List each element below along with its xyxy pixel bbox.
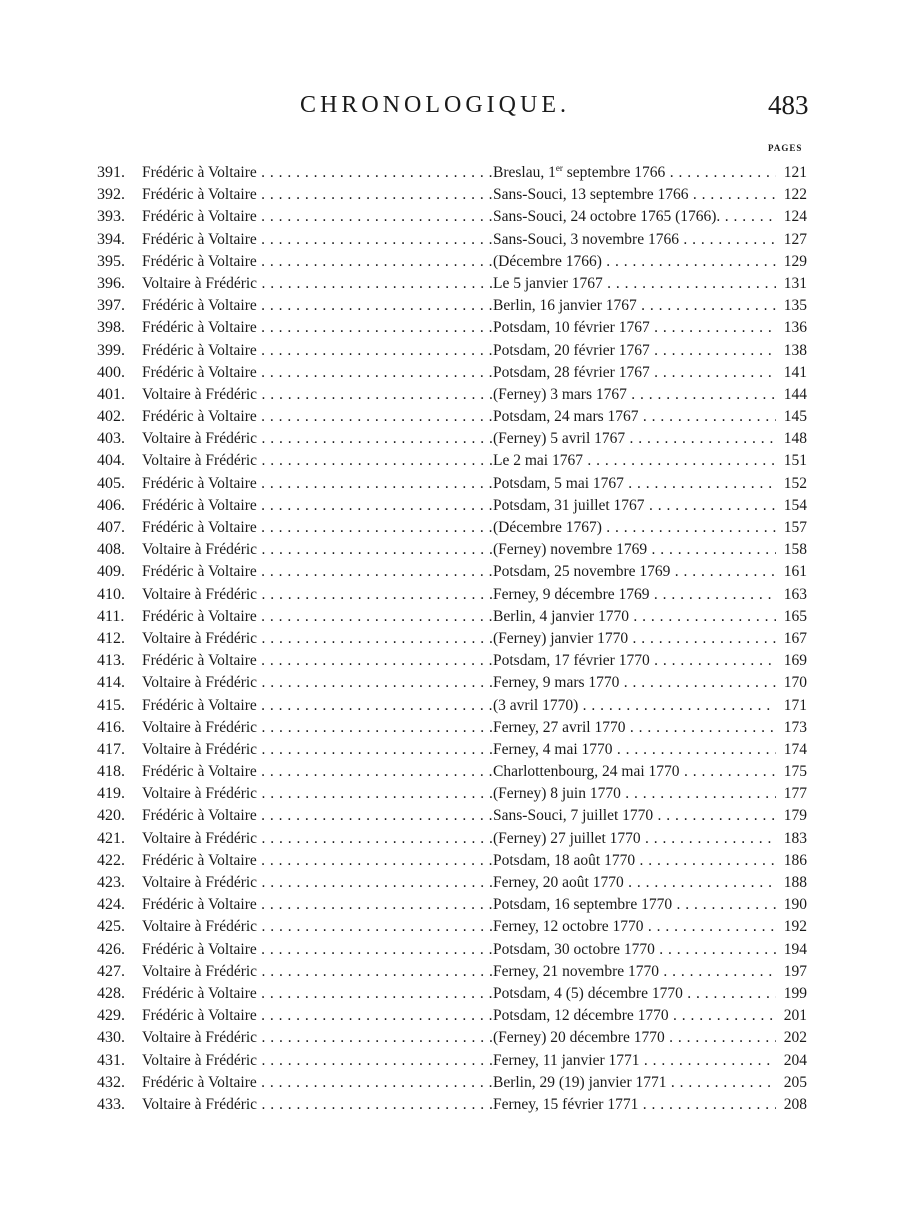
letter-number: 408. xyxy=(97,541,125,559)
place-and-date: Potsdam, 30 octobre 1770 . . . xyxy=(493,939,776,961)
place-and-date: Potsdam, 12 décembre 1770 . . . xyxy=(493,1005,776,1027)
correspondents: Frédéric à Voltaire . . . xyxy=(142,317,492,339)
place-and-date: Berlin, 4 janvier 1770 . . . xyxy=(493,606,776,628)
list-item xyxy=(0,961,900,983)
correspondents: Frédéric à Voltaire . . . xyxy=(142,805,492,827)
letter-index-list xyxy=(0,162,900,1116)
page-reference: 145 xyxy=(783,408,807,426)
letter-number: 424. xyxy=(97,896,125,914)
page-reference: 167 xyxy=(783,629,807,647)
page-reference: 204 xyxy=(783,1051,807,1069)
place-and-date: Potsdam, 25 novembre 1769 . . . xyxy=(493,561,776,583)
list-item xyxy=(0,406,900,428)
correspondents: Frédéric à Voltaire . . . xyxy=(142,340,492,362)
list-item xyxy=(0,916,900,938)
page-reference: 190 xyxy=(783,896,807,914)
correspondents: Voltaire à Frédéric . . . xyxy=(142,1027,492,1049)
place-and-date: Charlottenbourg, 24 mai 1770 . . . xyxy=(493,761,776,783)
page-reference: 202 xyxy=(783,1029,807,1047)
list-item xyxy=(0,229,900,251)
list-item xyxy=(0,539,900,561)
list-item xyxy=(0,584,900,606)
correspondents: Frédéric à Voltaire . . . xyxy=(142,650,492,672)
list-item xyxy=(0,939,900,961)
list-item xyxy=(0,340,900,362)
correspondents: Voltaire à Frédéric . . . xyxy=(142,717,492,739)
letter-number: 406. xyxy=(97,496,125,514)
correspondents: Frédéric à Voltaire . . . xyxy=(142,495,492,517)
page-reference: 163 xyxy=(783,585,807,603)
page-reference: 175 xyxy=(783,763,807,781)
list-item xyxy=(0,1027,900,1049)
place-and-date: Potsdam, 4 (5) décembre 1770 . . . xyxy=(493,983,776,1005)
letter-number: 410. xyxy=(97,585,125,603)
place-and-date: Sans-Souci, 7 juillet 1770 . . . xyxy=(493,805,776,827)
letter-number: 395. xyxy=(97,252,125,270)
page-reference: 138 xyxy=(783,341,807,359)
place-and-date: (Décembre 1767) . . . xyxy=(493,517,776,539)
correspondents: Voltaire à Frédéric . . . xyxy=(142,384,492,406)
correspondents: Frédéric à Voltaire . . . xyxy=(142,894,492,916)
letter-number: 391. xyxy=(97,164,125,181)
page-reference: 161 xyxy=(783,563,807,581)
page-reference: 169 xyxy=(783,652,807,670)
place-and-date: Le 5 janvier 1767 . . . xyxy=(493,273,776,295)
list-item xyxy=(0,1072,900,1094)
correspondents: Voltaire à Frédéric . . . xyxy=(142,1050,492,1072)
place-and-date: Potsdam, 18 août 1770 . . . xyxy=(493,850,776,872)
page-reference: 129 xyxy=(783,252,807,270)
page-reference: 208 xyxy=(783,1095,807,1113)
list-item xyxy=(0,672,900,694)
place-and-date: Potsdam, 28 février 1767 . . . xyxy=(493,362,776,384)
list-item xyxy=(0,850,900,872)
page-reference: 171 xyxy=(783,696,807,714)
letter-number: 402. xyxy=(97,408,125,426)
page-reference: 135 xyxy=(783,297,807,315)
place-and-date: (Ferney) 8 juin 1770 . . . xyxy=(493,783,776,805)
place-and-date: (Décembre 1766) . . . xyxy=(493,251,776,273)
correspondents: Frédéric à Voltaire . . . xyxy=(142,473,492,495)
list-item xyxy=(0,739,900,761)
list-item xyxy=(0,473,900,495)
correspondents: Frédéric à Voltaire . . . xyxy=(142,695,492,717)
letter-number: 399. xyxy=(97,341,125,359)
list-item xyxy=(0,983,900,1005)
letter-number: 398. xyxy=(97,319,125,337)
place-and-date: Potsdam, 31 juillet 1767 . . . xyxy=(493,495,776,517)
place-and-date: (Ferney) novembre 1769 . . . xyxy=(493,539,776,561)
page-reference: 122 xyxy=(783,186,807,204)
correspondents: Frédéric à Voltaire . . . xyxy=(142,162,492,184)
page-reference: 148 xyxy=(783,430,807,448)
letter-number: 414. xyxy=(97,674,125,692)
page-reference: 141 xyxy=(783,363,807,381)
correspondents: Frédéric à Voltaire . . . xyxy=(142,561,492,583)
list-item xyxy=(0,384,900,406)
correspondents: Voltaire à Frédéric . . . xyxy=(142,273,492,295)
correspondents: Frédéric à Voltaire . . . xyxy=(142,939,492,961)
place-and-date: Ferney, 21 novembre 1770 . . . xyxy=(493,961,776,983)
place-and-date: Ferney, 12 octobre 1770 . . . xyxy=(493,916,776,938)
letter-number: 396. xyxy=(97,274,125,292)
correspondents: Voltaire à Frédéric . . . xyxy=(142,916,492,938)
letter-number: 415. xyxy=(97,696,125,714)
correspondents: Frédéric à Voltaire . . . xyxy=(142,983,492,1005)
correspondents: Voltaire à Frédéric . . . xyxy=(142,628,492,650)
letter-number: 432. xyxy=(97,1073,125,1091)
page-reference: 179 xyxy=(783,807,807,825)
letter-number: 405. xyxy=(97,474,125,492)
correspondents: Frédéric à Voltaire . . . xyxy=(142,850,492,872)
page-title: CHRONOLOGIQUE. xyxy=(300,92,570,118)
list-item xyxy=(0,828,900,850)
letter-number: 416. xyxy=(97,718,125,736)
list-item xyxy=(0,251,900,273)
page-reference: 194 xyxy=(783,940,807,958)
place-and-date: Ferney, 4 mai 1770 . . . xyxy=(493,739,776,761)
correspondents: Frédéric à Voltaire . . . xyxy=(142,184,492,206)
page-reference: 124 xyxy=(783,208,807,226)
letter-number: 413. xyxy=(97,652,125,670)
place-and-date: Sans-Souci, 24 octobre 1765 (1766). . . . xyxy=(493,206,776,228)
correspondents: Frédéric à Voltaire . . . xyxy=(142,362,492,384)
place-and-date: (Ferney) janvier 1770 . . . xyxy=(493,628,776,650)
correspondents: Frédéric à Voltaire . . . xyxy=(142,251,492,273)
list-item xyxy=(0,273,900,295)
letter-number: 403. xyxy=(97,430,125,448)
page-reference: 192 xyxy=(783,918,807,936)
list-item xyxy=(0,761,900,783)
list-item xyxy=(0,1005,900,1027)
place-and-date: Potsdam, 10 février 1767 . . . xyxy=(493,317,776,339)
correspondents: Voltaire à Frédéric . . . xyxy=(142,539,492,561)
list-item xyxy=(0,450,900,472)
list-item xyxy=(0,295,900,317)
page-reference: 158 xyxy=(783,541,807,559)
place-and-date: Ferney, 9 décembre 1769 . . . xyxy=(493,584,776,606)
letter-number: 409. xyxy=(97,563,125,581)
page-reference: 121 xyxy=(783,164,807,181)
letter-number: 422. xyxy=(97,851,125,869)
place-and-date: Potsdam, 5 mai 1767 . . . xyxy=(493,473,776,495)
correspondents: Frédéric à Voltaire . . . xyxy=(142,206,492,228)
letter-number: 401. xyxy=(97,385,125,403)
page-number: 483 xyxy=(768,90,809,120)
letter-number: 419. xyxy=(97,785,125,803)
letter-number: 421. xyxy=(97,829,125,847)
place-and-date: Potsdam, 16 septembre 1770 . . . xyxy=(493,894,776,916)
list-item xyxy=(0,317,900,339)
page-reference: 151 xyxy=(783,452,807,470)
correspondents: Voltaire à Frédéric . . . xyxy=(142,450,492,472)
page-reference: 205 xyxy=(783,1073,807,1091)
list-item xyxy=(0,1050,900,1072)
letter-number: 427. xyxy=(97,962,125,980)
letter-number: 425. xyxy=(97,918,125,936)
list-item xyxy=(0,495,900,517)
letter-number: 412. xyxy=(97,629,125,647)
page-reference: 152 xyxy=(783,474,807,492)
place-and-date: (Ferney) 5 avril 1767 . . . xyxy=(493,428,776,450)
correspondents: Frédéric à Voltaire . . . xyxy=(142,606,492,628)
page-reference: 131 xyxy=(783,274,807,292)
place-and-date: (3 avril 1770) . . . xyxy=(493,695,776,717)
page-reference: 127 xyxy=(783,230,807,248)
place-and-date: Ferney, 20 août 1770 . . . xyxy=(493,872,776,894)
place-and-date: Berlin, 16 janvier 1767 . . . xyxy=(493,295,776,317)
page-reference: 154 xyxy=(783,496,807,514)
letter-number: 431. xyxy=(97,1051,125,1069)
correspondents: Frédéric à Voltaire . . . xyxy=(142,295,492,317)
list-item xyxy=(0,717,900,739)
page-reference: 144 xyxy=(783,385,807,403)
letter-number: 420. xyxy=(97,807,125,825)
list-item xyxy=(0,872,900,894)
letter-number: 407. xyxy=(97,519,125,536)
correspondents: Voltaire à Frédéric . . . xyxy=(142,783,492,805)
page-reference: 174 xyxy=(783,740,807,758)
correspondents: Voltaire à Frédéric . . . xyxy=(142,961,492,983)
correspondents: Voltaire à Frédéric . . . xyxy=(142,872,492,894)
letter-number: 400. xyxy=(97,363,125,381)
list-item xyxy=(0,428,900,450)
list-item xyxy=(0,561,900,583)
correspondents: Frédéric à Voltaire . . . xyxy=(142,1072,492,1094)
letter-number: 430. xyxy=(97,1029,125,1047)
page-reference: 170 xyxy=(783,674,807,692)
list-item xyxy=(0,695,900,717)
correspondents: Frédéric à Voltaire . . . xyxy=(142,1005,492,1027)
correspondents: Voltaire à Frédéric . . . xyxy=(142,739,492,761)
correspondents: Frédéric à Voltaire . . . xyxy=(142,406,492,428)
place-and-date: Le 2 mai 1767 . . . xyxy=(493,450,776,472)
correspondents: Voltaire à Frédéric . . . xyxy=(142,828,492,850)
page-reference: 201 xyxy=(783,1007,807,1025)
place-and-date: Sans-Souci, 13 septembre 1766 . . . xyxy=(493,184,776,206)
page-reference: 183 xyxy=(783,829,807,847)
place-and-date: Potsdam, 24 mars 1767 . . . xyxy=(493,406,776,428)
place-and-date: Ferney, 15 février 1771 . . . xyxy=(493,1094,776,1116)
correspondents: Voltaire à Frédéric . . . xyxy=(142,1094,492,1116)
place-and-date: Berlin, 29 (19) janvier 1771 . . . xyxy=(493,1072,776,1094)
list-item xyxy=(0,606,900,628)
letter-number: 418. xyxy=(97,763,125,781)
list-item xyxy=(0,894,900,916)
letter-number: 423. xyxy=(97,874,125,891)
page-reference: 197 xyxy=(783,962,807,980)
page-reference: 173 xyxy=(783,718,807,736)
list-item xyxy=(0,805,900,827)
letter-number: 428. xyxy=(97,984,125,1002)
pages-column-label: PAGES xyxy=(768,143,803,153)
list-item xyxy=(0,650,900,672)
letter-number: 394. xyxy=(97,230,125,248)
letter-number: 411. xyxy=(97,607,125,625)
letter-number: 392. xyxy=(97,186,125,204)
letter-number: 429. xyxy=(97,1007,125,1025)
list-item xyxy=(0,517,900,539)
page-reference: 188 xyxy=(783,874,807,891)
list-item xyxy=(0,628,900,650)
list-item xyxy=(0,184,900,206)
place-and-date: Sans-Souci, 3 novembre 1766 . . . xyxy=(493,229,776,251)
place-and-date: Ferney, 9 mars 1770 . . . xyxy=(493,672,776,694)
letter-number: 433. xyxy=(97,1095,125,1113)
list-item xyxy=(0,162,900,184)
list-item xyxy=(0,362,900,384)
correspondents: Voltaire à Frédéric . . . xyxy=(142,428,492,450)
place-and-date: Breslau, 1er septembre 1766 . . . xyxy=(493,162,776,184)
place-and-date: (Ferney) 27 juillet 1770 . . . xyxy=(493,828,776,850)
page-reference: 157 xyxy=(783,519,807,536)
correspondents: Frédéric à Voltaire . . . xyxy=(142,517,492,539)
letter-number: 397. xyxy=(97,297,125,315)
correspondents: Frédéric à Voltaire . . . xyxy=(142,229,492,251)
correspondents: Voltaire à Frédéric . . . xyxy=(142,584,492,606)
page-header xyxy=(0,92,900,124)
letter-number: 426. xyxy=(97,940,125,958)
place-and-date: Ferney, 27 avril 1770 . . . xyxy=(493,717,776,739)
list-item xyxy=(0,783,900,805)
place-and-date: Ferney, 11 janvier 1771 . . . xyxy=(493,1050,776,1072)
page-reference: 186 xyxy=(783,851,807,869)
page-reference: 165 xyxy=(783,607,807,625)
list-item xyxy=(0,1094,900,1116)
place-and-date: Potsdam, 17 février 1770 . . . xyxy=(493,650,776,672)
letter-number: 404. xyxy=(97,452,125,470)
page-reference: 177 xyxy=(783,785,807,803)
place-and-date: Potsdam, 20 février 1767 . . . xyxy=(493,340,776,362)
page-reference: 199 xyxy=(783,984,807,1002)
letter-number: 393. xyxy=(97,208,125,226)
list-item xyxy=(0,206,900,228)
place-and-date: (Ferney) 3 mars 1767 . . . xyxy=(493,384,776,406)
letter-number: 417. xyxy=(97,740,125,758)
place-and-date: (Ferney) 20 décembre 1770 . . . xyxy=(493,1027,776,1049)
correspondents: Frédéric à Voltaire . . . xyxy=(142,761,492,783)
page-reference: 136 xyxy=(783,319,807,337)
correspondents: Voltaire à Frédéric . . . xyxy=(142,672,492,694)
